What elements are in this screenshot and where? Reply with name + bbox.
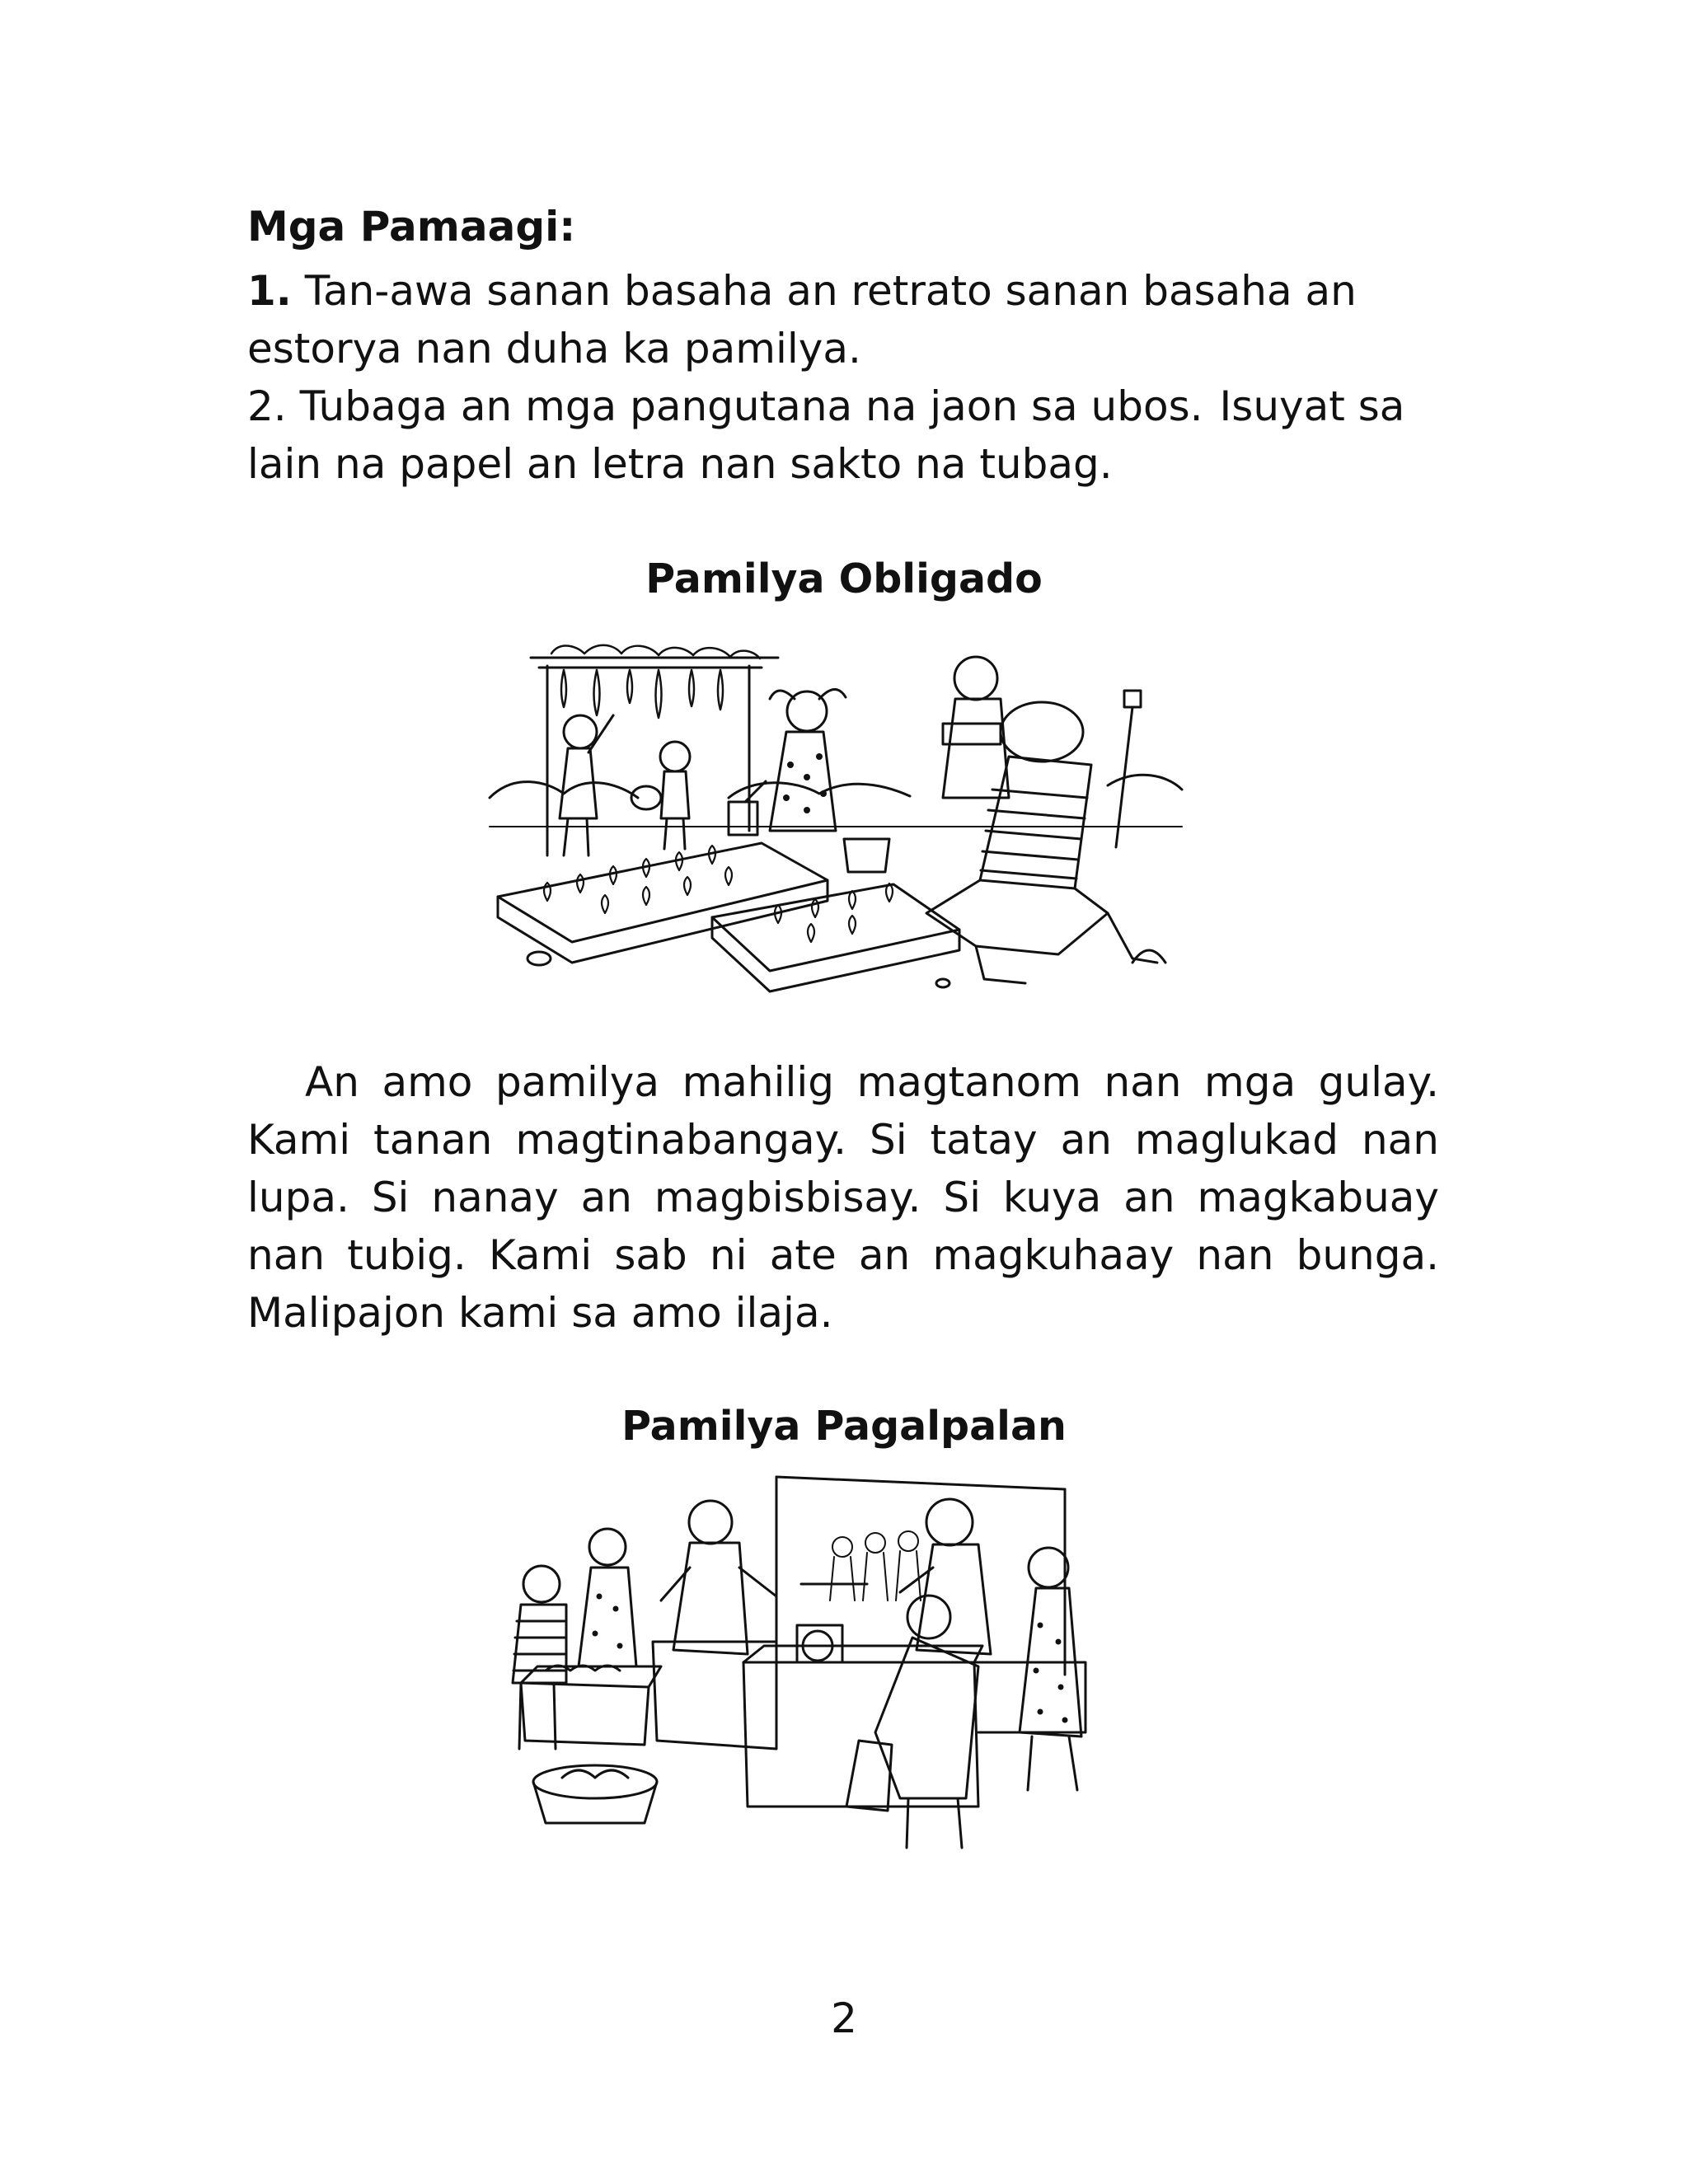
instructions-title: Mga Pamaagi: bbox=[247, 203, 576, 251]
family-market-vendors-illustration bbox=[471, 1460, 1131, 1872]
story-paragraph: An amo pamilya mahilig magtanom nan mga gulay. Kami tanan magtinabangay. Si tatay an maglukad nan lupa. Si nanay an magbisbisay. Si kuya an magkabuay nan tubig. Kami sab ni ate an magkuhaay nan bunga. Malipajon kami sa amo ilaja. bbox=[247, 1058, 1439, 1337]
page-number: 2 bbox=[831, 1994, 857, 2042]
step-1-number: 1. bbox=[247, 267, 292, 315]
instruction-step-1 bbox=[247, 262, 1439, 377]
step-2-text-a: 2. Tubaga an mga pangutana na jaon sa ubos. bbox=[247, 382, 1203, 430]
family-gardening-illustration bbox=[481, 633, 1190, 1012]
step-1-text: Tan-awa sanan basaha an retrato sanan basaha an estorya nan duha ka pamilya. bbox=[247, 267, 1357, 373]
step-2-text-b: Isuyat sa lain na papel an letra nan sakto na tubag. bbox=[247, 382, 1405, 488]
section-1-title: Pamilya Obligado bbox=[645, 555, 1043, 602]
section-2-title: Pamilya Pagalpalan bbox=[621, 1403, 1067, 1450]
instruction-step-2 bbox=[247, 377, 1439, 493]
